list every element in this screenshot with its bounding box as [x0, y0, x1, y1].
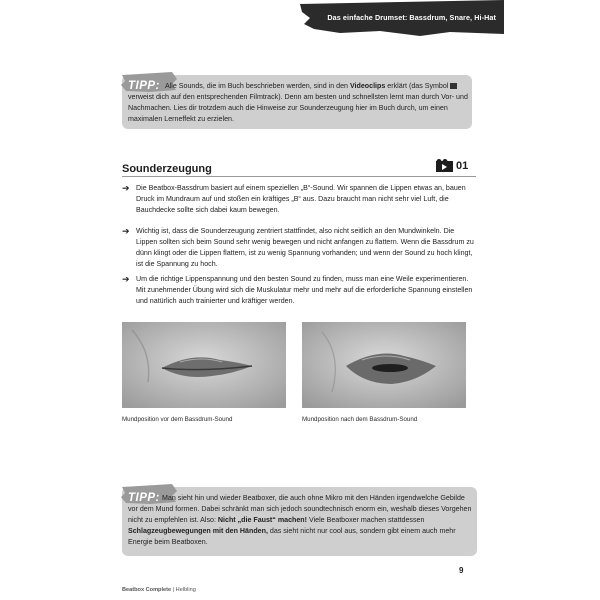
bullet-text: Um die richtige Lippenspannung und den besten Sound zu finden, muss man eine Weile experimentieren. Mit zunehmender Übung wird sich die Muskulatur mehr und mehr auf die erforderliche Spannung einstellen und natürlich auch trainierter und kräftiger werden. — [136, 275, 473, 305]
arrow-icon: ➔ — [122, 274, 130, 284]
footer-separator: | — [171, 587, 176, 593]
footer-brand: Beatbox Complete — [122, 587, 172, 593]
chapter-header-band — [300, 0, 504, 36]
tip-label: TIPP: — [128, 80, 160, 92]
tip-box-top — [122, 75, 472, 129]
arrow-icon: ➔ — [122, 183, 130, 193]
section-title: Sounderzeugung — [122, 163, 212, 175]
bullet-text: Die Beatbox-Bassdrum basiert auf einem speziellen „B“-Sound. Wir spannen die Lippen etwas an, bauen Druck im Mundraum auf und stoßen ein kräftiges „B“ aus. Dazu braucht man nicht sehr viel Luft, die Bauchdecke sollte sich dabei kaum bewegen. — [136, 184, 466, 214]
tip-text: Man sieht hin und wieder Beatboxer, die auch ohne Mikro mit den Händen irgendwelche Gebilde vor dem Mund formen. Dabei schränkt man sich jedoch soundtechnisch enorm ein, weshalb dieses Vorgehen nicht zu empfehlen ist. Also: Nicht „die Faust“ machen! Viele Beatboxer machen stattdessen Schlagzeugbewegungen mit den Händen, das sieht nicht nur cool aus, sondern gibt einem auch mehr Energie beim Beatboxen. — [128, 494, 472, 546]
clip-number: 01 — [456, 159, 469, 172]
bullet-text: Wichtig ist, dass die Sounderzeugung zentriert stattfindet, also nicht seitlich an den Mundwinkeln. Die Lippen sollten sich beim Sound sehr wenig bewegen und nicht anfangen zu flattern. Wenn die Bassdrum zu dünn klingt oder die Lippen flattern, ist zu wenig Spannung vorhanden; und wenn der Sound zu hoch klingt, ist die Spannung zu hoch. — [136, 227, 474, 268]
tip-box-bottom — [122, 487, 477, 556]
video-clip-icon — [450, 83, 457, 89]
mouth-photo-before — [122, 322, 286, 408]
footer-publisher: Helbling — [175, 587, 196, 593]
photo-caption: Mundposition nach dem Bassdrum-Sound — [302, 416, 418, 423]
video-clip-icon — [436, 159, 453, 172]
chapter-header-title: Das einfache Drumset: Bassdrum, Snare, Hi-Hat — [327, 13, 496, 22]
section-divider — [122, 176, 476, 177]
tip-text: Alle Sounds, die im Buch beschrieben werden, sind in den Videoclips erklärt (das Symbol verweist dich auf den entsprechenden Filmtrack). Denn am besten und schnellsten lernt man durch Vor- und Nachmachen. Lies dir trotzdem auch die Hinweise zur Sounderzeugung hier im Buch durch, um einen maximalen Lerneffekt zu erzielen. — [128, 82, 468, 123]
arrow-icon: ➔ — [122, 226, 130, 236]
mouth-photo-after — [302, 322, 466, 408]
video-clip-marker[interactable] — [436, 159, 468, 172]
tip-label: TIPP: — [128, 492, 160, 504]
open-lips-image — [302, 322, 466, 408]
page-footer — [122, 587, 196, 593]
photo-caption: Mundposition vor dem Bassdrum-Sound — [122, 416, 233, 423]
closed-lips-image — [122, 322, 286, 408]
page-number: 9 — [459, 566, 464, 575]
